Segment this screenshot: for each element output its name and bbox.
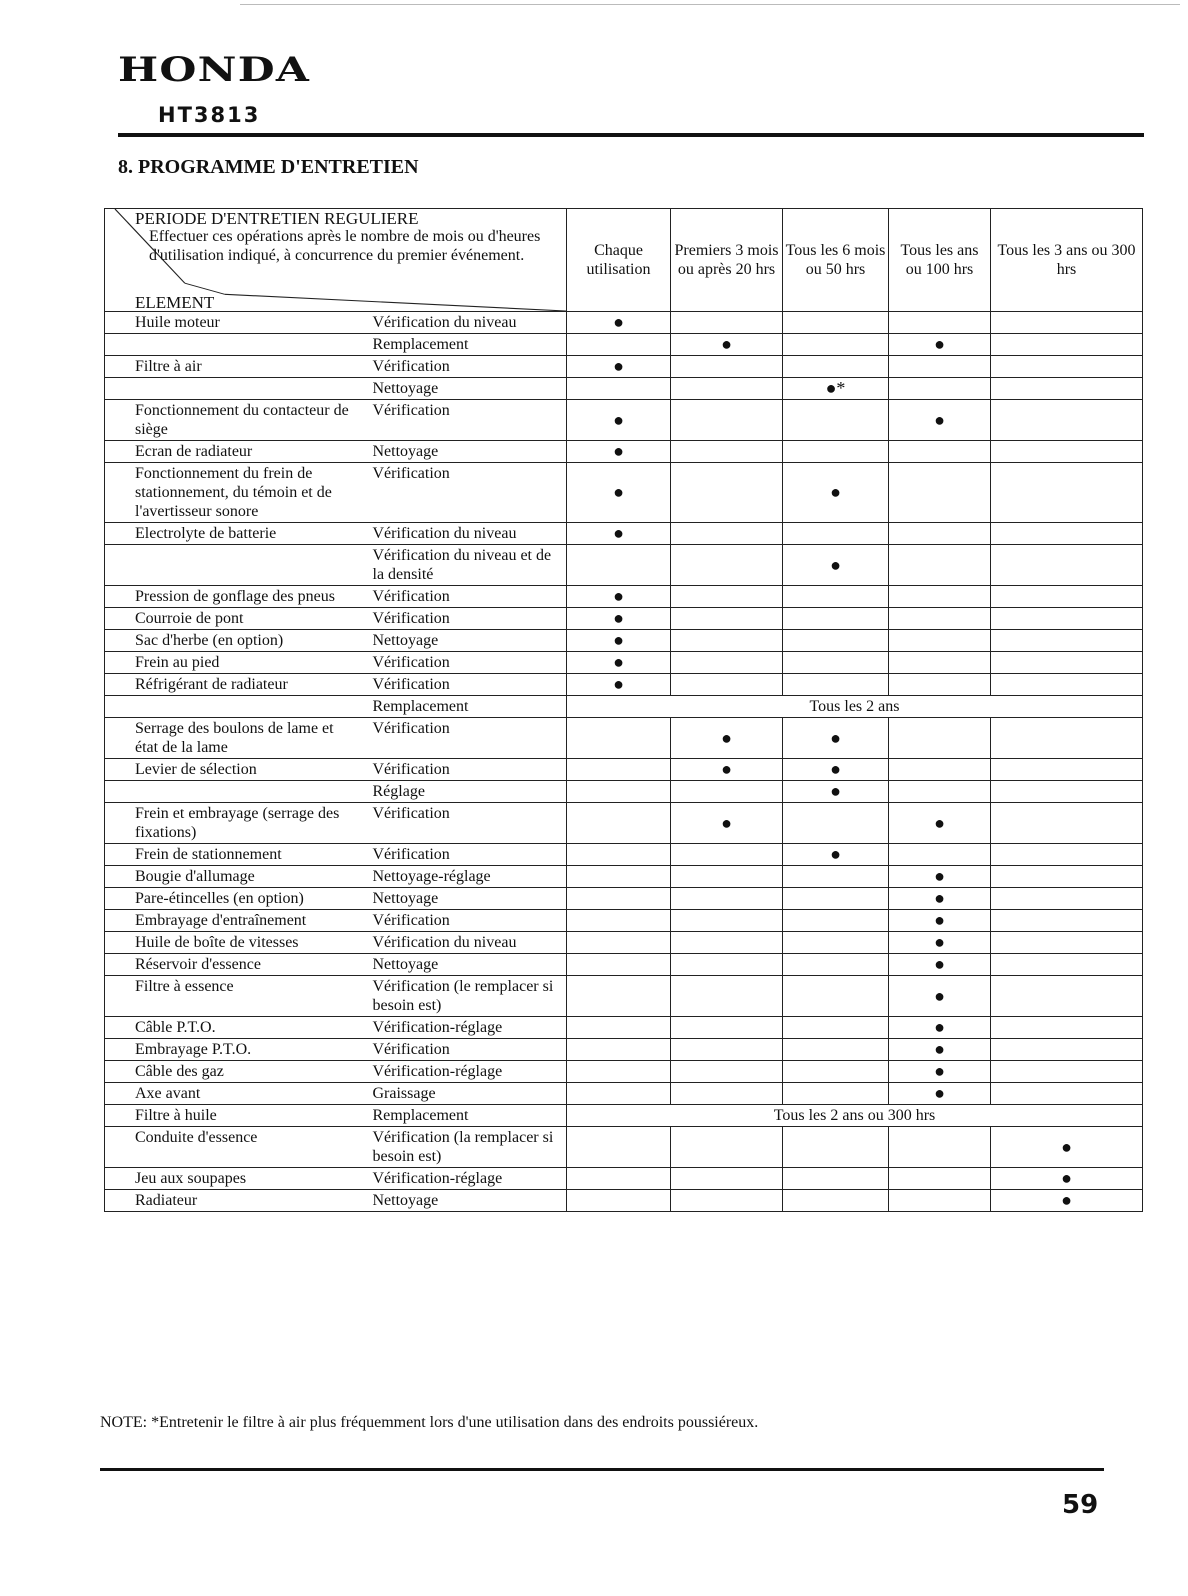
element-name: Ecran de radiateur: [105, 441, 367, 463]
table-row: [105, 976, 1143, 1017]
operation: Vérification: [367, 586, 567, 608]
table-row: [105, 844, 1143, 866]
schedule-mark: [671, 441, 783, 463]
element-name: [105, 378, 367, 400]
schedule-mark: ●: [991, 1127, 1143, 1168]
model-number: HT3813: [158, 103, 261, 127]
schedule-mark: [889, 312, 991, 334]
operation: Vérification du niveau: [367, 932, 567, 954]
schedule-mark: [991, 866, 1143, 888]
schedule-mark: [783, 1039, 889, 1061]
schedule-mark: [991, 523, 1143, 545]
schedule-mark: [783, 400, 889, 441]
schedule-mark: [567, 1083, 671, 1105]
schedule-mark: ●: [991, 1190, 1143, 1212]
element-name: Câble des gaz: [105, 1061, 367, 1083]
schedule-mark: [991, 586, 1143, 608]
operation: Remplacement: [367, 334, 567, 356]
schedule-mark: ●: [889, 954, 991, 976]
operation: Vérification: [367, 1039, 567, 1061]
table-row: [105, 400, 1143, 441]
schedule-mark: [671, 1083, 783, 1105]
header-row: [105, 209, 1143, 312]
schedule-mark: [889, 630, 991, 652]
schedule-mark: [889, 781, 991, 803]
schedule-mark: [889, 759, 991, 781]
element-name: [105, 334, 367, 356]
schedule-mark: [671, 523, 783, 545]
table-row: [105, 888, 1143, 910]
interval-span: Tous les 2 ans: [567, 696, 1143, 718]
schedule-mark: ●: [783, 781, 889, 803]
schedule-mark: [783, 1127, 889, 1168]
schedule-mark: [671, 781, 783, 803]
schedule-mark: ●: [671, 803, 783, 844]
table-row: [105, 954, 1143, 976]
schedule-mark: [567, 718, 671, 759]
schedule-body: [105, 312, 1143, 1212]
schedule-mark: ●: [889, 334, 991, 356]
table-row: [105, 463, 1143, 523]
schedule-mark: [567, 545, 671, 586]
element-name: Réfrigérant de radiateur: [105, 674, 367, 696]
table-row: [105, 696, 1143, 718]
schedule-mark: [671, 1190, 783, 1212]
table-row: [105, 1017, 1143, 1039]
schedule-mark: [567, 759, 671, 781]
schedule-mark: [671, 932, 783, 954]
operation: Vérification: [367, 463, 567, 523]
schedule-mark: ●: [567, 630, 671, 652]
schedule-mark: [991, 844, 1143, 866]
schedule-mark: [567, 844, 671, 866]
table-row: [105, 1190, 1143, 1212]
schedule-mark: [783, 803, 889, 844]
schedule-mark: [991, 1039, 1143, 1061]
table-row: [105, 866, 1143, 888]
table-row: [105, 910, 1143, 932]
schedule-mark: [783, 334, 889, 356]
schedule-mark: [567, 1168, 671, 1190]
schedule-mark: [671, 910, 783, 932]
schedule-mark: [991, 630, 1143, 652]
element-name: Pression de gonflage des pneus: [105, 586, 367, 608]
schedule-mark: ●: [567, 652, 671, 674]
operation: Nettoyage: [367, 441, 567, 463]
operation: Vérification: [367, 759, 567, 781]
schedule-mark: [991, 378, 1143, 400]
element-name: Réservoir d'essence: [105, 954, 367, 976]
schedule-mark: [567, 1039, 671, 1061]
schedule-mark: [671, 888, 783, 910]
schedule-mark: [991, 910, 1143, 932]
schedule-mark: [889, 356, 991, 378]
schedule-mark: [889, 1168, 991, 1190]
schedule-mark: [889, 674, 991, 696]
honda-logo: HONDA: [118, 50, 311, 90]
schedule-mark: [567, 910, 671, 932]
schedule-mark: ●: [567, 586, 671, 608]
schedule-mark: [567, 1127, 671, 1168]
operation: Vérification du niveau: [367, 312, 567, 334]
element-name: Embrayage d'entraînement: [105, 910, 367, 932]
schedule-mark: [991, 759, 1143, 781]
schedule-mark: [783, 866, 889, 888]
schedule-mark: [991, 976, 1143, 1017]
schedule-mark: ●: [889, 1061, 991, 1083]
schedule-mark: ●: [567, 400, 671, 441]
schedule-mark: ●: [889, 1017, 991, 1039]
schedule-mark: [889, 586, 991, 608]
schedule-mark: [991, 400, 1143, 441]
schedule-mark: [991, 888, 1143, 910]
schedule-mark: [783, 630, 889, 652]
operation: Vérification: [367, 803, 567, 844]
schedule-mark: [783, 1190, 889, 1212]
schedule-mark: [567, 954, 671, 976]
element-name: Serrage des boulons de lame et état de la lame: [105, 718, 367, 759]
operation: Nettoyage: [367, 1190, 567, 1212]
schedule-mark: [991, 608, 1143, 630]
schedule-mark: [889, 1127, 991, 1168]
element-name: Huile moteur: [105, 312, 367, 334]
table-row: [105, 1168, 1143, 1190]
schedule-mark: ●: [889, 976, 991, 1017]
schedule-mark: ●: [783, 718, 889, 759]
schedule-mark: [671, 866, 783, 888]
footer-rule: [100, 1468, 1104, 1471]
period-instruction: Effectuer ces opérations après le nombre de mois ou d'heures d'utilisation indiqué, à concurrence du premier événement.: [149, 228, 541, 264]
schedule-mark: [783, 954, 889, 976]
schedule-mark: ●: [783, 463, 889, 523]
schedule-mark: ●: [783, 545, 889, 586]
schedule-mark: ●: [783, 844, 889, 866]
table-row: [105, 545, 1143, 586]
schedule-mark: ●: [889, 866, 991, 888]
schedule-mark: [567, 378, 671, 400]
maintenance-schedule-table: [104, 208, 1143, 1212]
table-row: [105, 1039, 1143, 1061]
table-row: [105, 1083, 1143, 1105]
section-title: 8. PROGRAMME D'ENTRETIEN: [118, 156, 419, 178]
schedule-mark: [991, 781, 1143, 803]
operation: Nettoyage: [367, 954, 567, 976]
schedule-mark: ●: [671, 718, 783, 759]
schedule-mark: [671, 630, 783, 652]
schedule-mark: [783, 910, 889, 932]
schedule-mark: [567, 888, 671, 910]
element-name: Pare-étincelles (en option): [105, 888, 367, 910]
table-row: [105, 759, 1143, 781]
element-name: Courroie de pont: [105, 608, 367, 630]
schedule-mark: ●: [567, 441, 671, 463]
schedule-mark: ●: [671, 759, 783, 781]
table-row: [105, 674, 1143, 696]
schedule-mark: [991, 652, 1143, 674]
schedule-mark: [889, 545, 991, 586]
operation: Remplacement: [367, 1105, 567, 1127]
operation: Vérification: [367, 910, 567, 932]
schedule-mark: [991, 1083, 1143, 1105]
schedule-mark: [889, 718, 991, 759]
schedule-mark: [671, 976, 783, 1017]
operation: Vérification-réglage: [367, 1017, 567, 1039]
schedule-mark: [783, 608, 889, 630]
schedule-mark: ●: [889, 1039, 991, 1061]
schedule-mark: [671, 312, 783, 334]
schedule-mark: [567, 781, 671, 803]
col-300-hrs: Tous les 3 ans ou 300 hrs: [991, 209, 1143, 312]
schedule-mark: [671, 608, 783, 630]
operation: Vérification (le remplacer si besoin est): [367, 976, 567, 1017]
schedule-mark: [783, 652, 889, 674]
element-name: Levier de sélection: [105, 759, 367, 781]
footnote: NOTE: *Entretenir le filtre à air plus fréquemment lors d'une utilisation dans des endroits poussiéreux.: [100, 1414, 759, 1431]
operation: Vérification: [367, 674, 567, 696]
schedule-mark: [889, 441, 991, 463]
table-row: [105, 378, 1143, 400]
schedule-mark: [567, 976, 671, 1017]
table-row: [105, 1061, 1143, 1083]
schedule-mark: [671, 1168, 783, 1190]
table-row: [105, 586, 1143, 608]
element-name: [105, 696, 367, 718]
element-name: [105, 781, 367, 803]
schedule-mark: ●: [567, 608, 671, 630]
top-edge-line: [240, 4, 1180, 5]
schedule-mark: [567, 1190, 671, 1212]
schedule-mark: [567, 1017, 671, 1039]
schedule-mark: [783, 888, 889, 910]
element-label: ELEMENT: [135, 293, 215, 312]
schedule-mark: [567, 866, 671, 888]
operation: Nettoyage-réglage: [367, 866, 567, 888]
schedule-mark: [991, 441, 1143, 463]
schedule-mark: [783, 1061, 889, 1083]
schedule-mark: [889, 844, 991, 866]
element-name: Huile de boîte de vitesses: [105, 932, 367, 954]
operation: Vérification: [367, 400, 567, 441]
schedule-mark: [671, 1017, 783, 1039]
operation: Nettoyage: [367, 378, 567, 400]
element-name: Filtre à essence: [105, 976, 367, 1017]
schedule-mark: [991, 1017, 1143, 1039]
schedule-mark: [783, 1017, 889, 1039]
schedule-mark: [991, 954, 1143, 976]
schedule-mark: [671, 674, 783, 696]
schedule-mark: [567, 1061, 671, 1083]
table-row: [105, 1105, 1143, 1127]
header-rule: [118, 133, 1144, 137]
schedule-mark: [671, 378, 783, 400]
schedule-mark: [991, 312, 1143, 334]
operation: Nettoyage: [367, 630, 567, 652]
schedule-mark: [567, 803, 671, 844]
element-name: Bougie d'allumage: [105, 866, 367, 888]
operation: Réglage: [367, 781, 567, 803]
schedule-mark: [889, 608, 991, 630]
col-100-hrs: Tous les ans ou 100 hrs: [889, 209, 991, 312]
schedule-mark: [991, 463, 1143, 523]
col-chaque-utilisation: Chaque utilisation: [567, 209, 671, 312]
schedule-mark: ●: [567, 463, 671, 523]
schedule-mark: [783, 523, 889, 545]
table-row: [105, 441, 1143, 463]
schedule-mark: [889, 463, 991, 523]
operation: Graissage: [367, 1083, 567, 1105]
element-name: Filtre à huile: [105, 1105, 367, 1127]
col-6-mois: Tous les 6 mois ou 50 hrs: [783, 209, 889, 312]
schedule-mark: [567, 334, 671, 356]
schedule-mark: ●: [889, 888, 991, 910]
schedule-mark: ●: [889, 932, 991, 954]
schedule-mark: [783, 976, 889, 1017]
element-name: Embrayage P.T.O.: [105, 1039, 367, 1061]
operation: Vérification (la remplacer si besoin est): [367, 1127, 567, 1168]
operation: Vérification: [367, 652, 567, 674]
schedule-mark: [991, 545, 1143, 586]
operation: Vérification: [367, 608, 567, 630]
element-name: Axe avant: [105, 1083, 367, 1105]
schedule-mark: [991, 356, 1143, 378]
schedule-mark: [671, 400, 783, 441]
table-row: [105, 803, 1143, 844]
schedule-mark: ●: [567, 356, 671, 378]
operation: Vérification du niveau: [367, 523, 567, 545]
schedule-mark: ●: [671, 334, 783, 356]
element-name: Jeu aux soupapes: [105, 1168, 367, 1190]
schedule-mark: [783, 1083, 889, 1105]
schedule-mark: [991, 674, 1143, 696]
schedule-mark: ●: [567, 312, 671, 334]
table-row: [105, 334, 1143, 356]
element-name: Fonctionnement du frein de stationnement, du témoin et de l'avertisseur sonore: [105, 463, 367, 523]
element-name: Radiateur: [105, 1190, 367, 1212]
element-name: Frein au pied: [105, 652, 367, 674]
schedule-mark: ●: [889, 1083, 991, 1105]
schedule-mark: ●: [783, 759, 889, 781]
operation: Vérification-réglage: [367, 1168, 567, 1190]
element-name: Frein et embrayage (serrage des fixations): [105, 803, 367, 844]
table-row: [105, 312, 1143, 334]
schedule-mark: [889, 652, 991, 674]
schedule-mark: ●: [991, 1168, 1143, 1190]
schedule-mark: ●: [567, 523, 671, 545]
element-name: Fonctionnement du contacteur de siège: [105, 400, 367, 441]
schedule-mark: [671, 844, 783, 866]
schedule-mark: ●*: [783, 378, 889, 400]
element-name: Filtre à air: [105, 356, 367, 378]
schedule-mark: [889, 1190, 991, 1212]
operation: Vérification: [367, 844, 567, 866]
table-row: [105, 781, 1143, 803]
schedule-mark: [783, 586, 889, 608]
schedule-mark: [567, 932, 671, 954]
period-title: PERIODE D'ENTRETIEN REGULIERE: [135, 209, 419, 228]
table-row: [105, 718, 1143, 759]
schedule-mark: [889, 523, 991, 545]
operation: Remplacement: [367, 696, 567, 718]
element-name: Frein de stationnement: [105, 844, 367, 866]
schedule-mark: ●: [567, 674, 671, 696]
schedule-mark: [671, 652, 783, 674]
schedule-mark: [991, 803, 1143, 844]
schedule-mark: [783, 674, 889, 696]
schedule-mark: [991, 334, 1143, 356]
schedule-mark: [671, 1039, 783, 1061]
schedule-mark: [671, 1061, 783, 1083]
schedule-mark: [783, 312, 889, 334]
schedule-mark: [671, 463, 783, 523]
period-header-cell: [105, 209, 567, 312]
schedule-mark: [991, 1061, 1143, 1083]
table-row: [105, 356, 1143, 378]
element-name: Conduite d'essence: [105, 1127, 367, 1168]
schedule-mark: ●: [889, 400, 991, 441]
table-row: [105, 523, 1143, 545]
operation: Vérification: [367, 356, 567, 378]
schedule-mark: [671, 586, 783, 608]
schedule-mark: [671, 545, 783, 586]
schedule-mark: [889, 378, 991, 400]
table-row: [105, 652, 1143, 674]
page-number: 59: [1062, 1490, 1099, 1520]
element-name: Electrolyte de batterie: [105, 523, 367, 545]
schedule-mark: [671, 954, 783, 976]
schedule-mark: [783, 356, 889, 378]
schedule-mark: [783, 441, 889, 463]
operation: Nettoyage: [367, 888, 567, 910]
table-row: [105, 630, 1143, 652]
schedule-mark: [671, 356, 783, 378]
schedule-mark: [783, 1168, 889, 1190]
element-name: Sac d'herbe (en option): [105, 630, 367, 652]
schedule-mark: ●: [889, 803, 991, 844]
schedule-mark: [991, 932, 1143, 954]
operation: Vérification-réglage: [367, 1061, 567, 1083]
interval-span: Tous les 2 ans ou 300 hrs: [567, 1105, 1143, 1127]
table-row: [105, 932, 1143, 954]
schedule-mark: ●: [889, 910, 991, 932]
operation: Vérification du niveau et de la densité: [367, 545, 567, 586]
schedule-mark: [783, 932, 889, 954]
table-row: [105, 608, 1143, 630]
element-name: [105, 545, 367, 586]
table-row: [105, 1127, 1143, 1168]
schedule-mark: [671, 1127, 783, 1168]
operation: Vérification: [367, 718, 567, 759]
schedule-mark: [991, 718, 1143, 759]
element-name: Câble P.T.O.: [105, 1017, 367, 1039]
col-premiers-3-mois: Premiers 3 mois ou après 20 hrs: [671, 209, 783, 312]
